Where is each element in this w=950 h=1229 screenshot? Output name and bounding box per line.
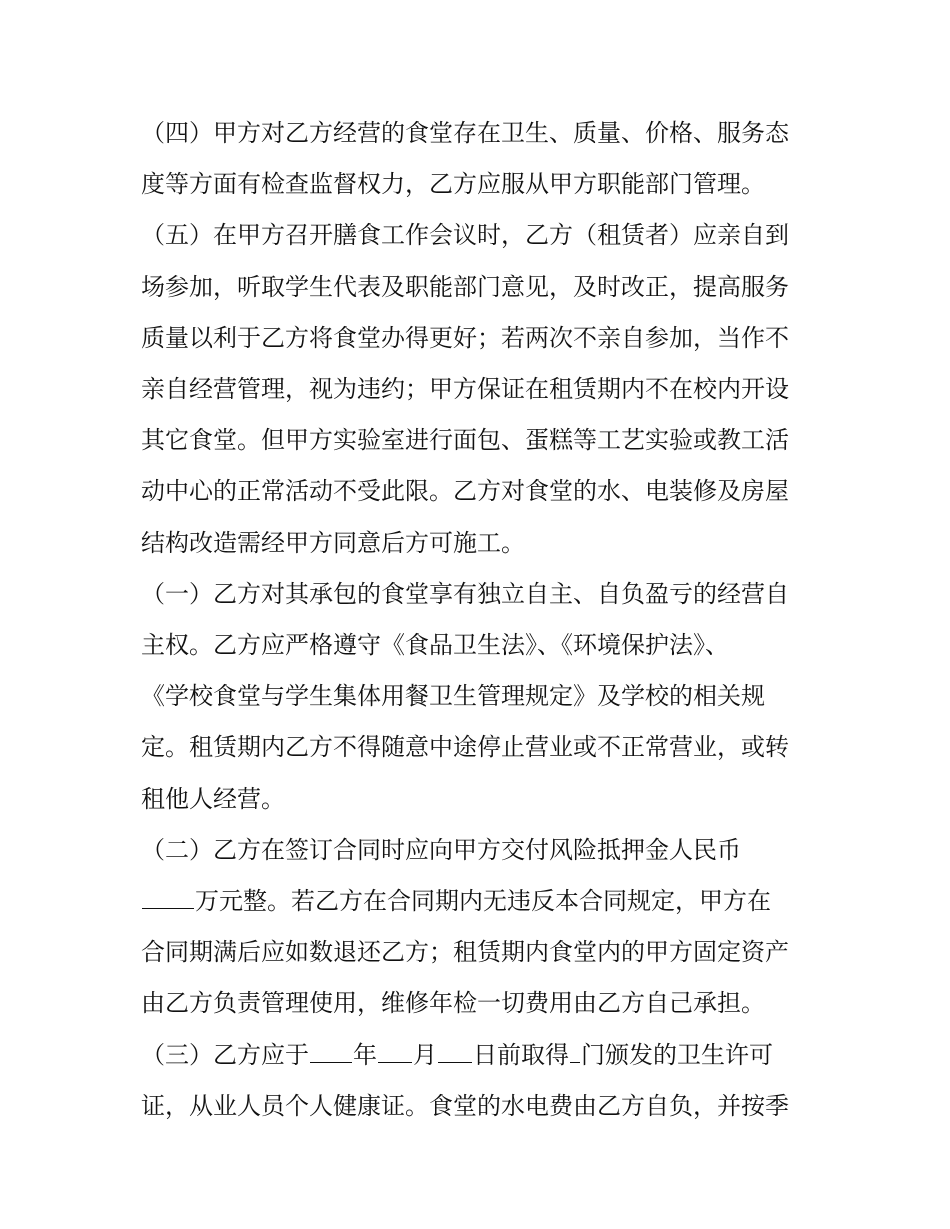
clause-five-line-7: 结构改造需经甲方同意后方可施工。 bbox=[141, 528, 525, 557]
clause-one-line-2: 主权。乙方应严格遵守《食品卫生法》、《环境保护法》、 bbox=[141, 631, 729, 660]
clause-five-line-6: 动中心的正常活动不受此限。乙方对食堂的水、电装修及房屋 bbox=[141, 477, 789, 506]
clause-five-line-4: 亲自经营管理，视为违约；甲方保证在租赁期内不在校内开设 bbox=[141, 375, 789, 404]
clause-two bbox=[141, 825, 813, 1030]
clause-two-line-3: 合同期满后应如数退还乙方；租赁期内食堂内的甲方固定资产 bbox=[141, 938, 789, 967]
clause-five-line-2: 场参加，听取学生代表及职能部门意见，及时改正，提高服务 bbox=[141, 272, 789, 301]
clause-five-line-3: 质量以利于乙方将食堂办得更好；若两次不亲自参加，当作不 bbox=[141, 323, 789, 352]
clause-four-line-2: 度等方面有检查监督权力，乙方应服从甲方职能部门管理。 bbox=[141, 170, 765, 199]
clause-one bbox=[141, 569, 813, 825]
clause-four-line-1: （四）甲方对乙方经营的食堂存在卫生、质量、价格、服务态 bbox=[141, 119, 789, 147]
clause-one-line-4: 定。租赁期内乙方不得随意中途停止营业或不正常营业，或转 bbox=[141, 733, 789, 762]
clause-two-line-2 bbox=[141, 876, 813, 927]
day-suffix: 日前取得 bbox=[473, 1040, 569, 1069]
clause-five-line-1: （五）在甲方召开膳食工作会议时，乙方（租赁者）应亲自到 bbox=[141, 221, 789, 250]
clause-one-line-1: （一）乙方对其承包的食堂享有独立自主、自负盈亏的经营自 bbox=[141, 579, 789, 608]
clause-four bbox=[141, 108, 813, 210]
amount-blank bbox=[142, 882, 194, 909]
year-blank bbox=[310, 1036, 352, 1063]
clause-two-line-1: （二）乙方在签订合同时应向甲方交付风险抵押金人民币 bbox=[141, 835, 741, 864]
clause-one-line-5: 租他人经营。 bbox=[141, 784, 285, 813]
clause-three bbox=[141, 1030, 813, 1132]
month-blank bbox=[378, 1036, 412, 1063]
clause-two-line-2-text: 万元整。若乙方在合同期内无违反本合同规定，甲方在 bbox=[195, 887, 771, 916]
clause-five-line-5: 其它食堂。但甲方实验室进行面包、蛋糕等工艺实验或教工活 bbox=[141, 426, 789, 455]
department-blank bbox=[570, 1036, 580, 1063]
year-label: 年 bbox=[353, 1040, 377, 1069]
clause-two-line-4: 由乙方负责管理使用，维修年检一切费用由乙方自己承担。 bbox=[141, 989, 765, 1018]
clause-five bbox=[141, 210, 813, 568]
clause-three-rest: 门颁发的卫生许可 bbox=[581, 1040, 773, 1069]
clause-three-prefix: （三）乙方应于 bbox=[141, 1040, 309, 1069]
day-blank bbox=[438, 1036, 472, 1063]
clause-one-line-3: 《学校食堂与学生集体用餐卫生管理规定》及学校的相关规 bbox=[141, 682, 765, 711]
clause-three-line-2: 证，从业人员个人健康证。食堂的水电费由乙方自负，并按季 bbox=[141, 1091, 789, 1120]
month-label: 月 bbox=[413, 1040, 437, 1069]
clause-three-line-1 bbox=[141, 1030, 813, 1081]
document-page bbox=[141, 108, 813, 1132]
